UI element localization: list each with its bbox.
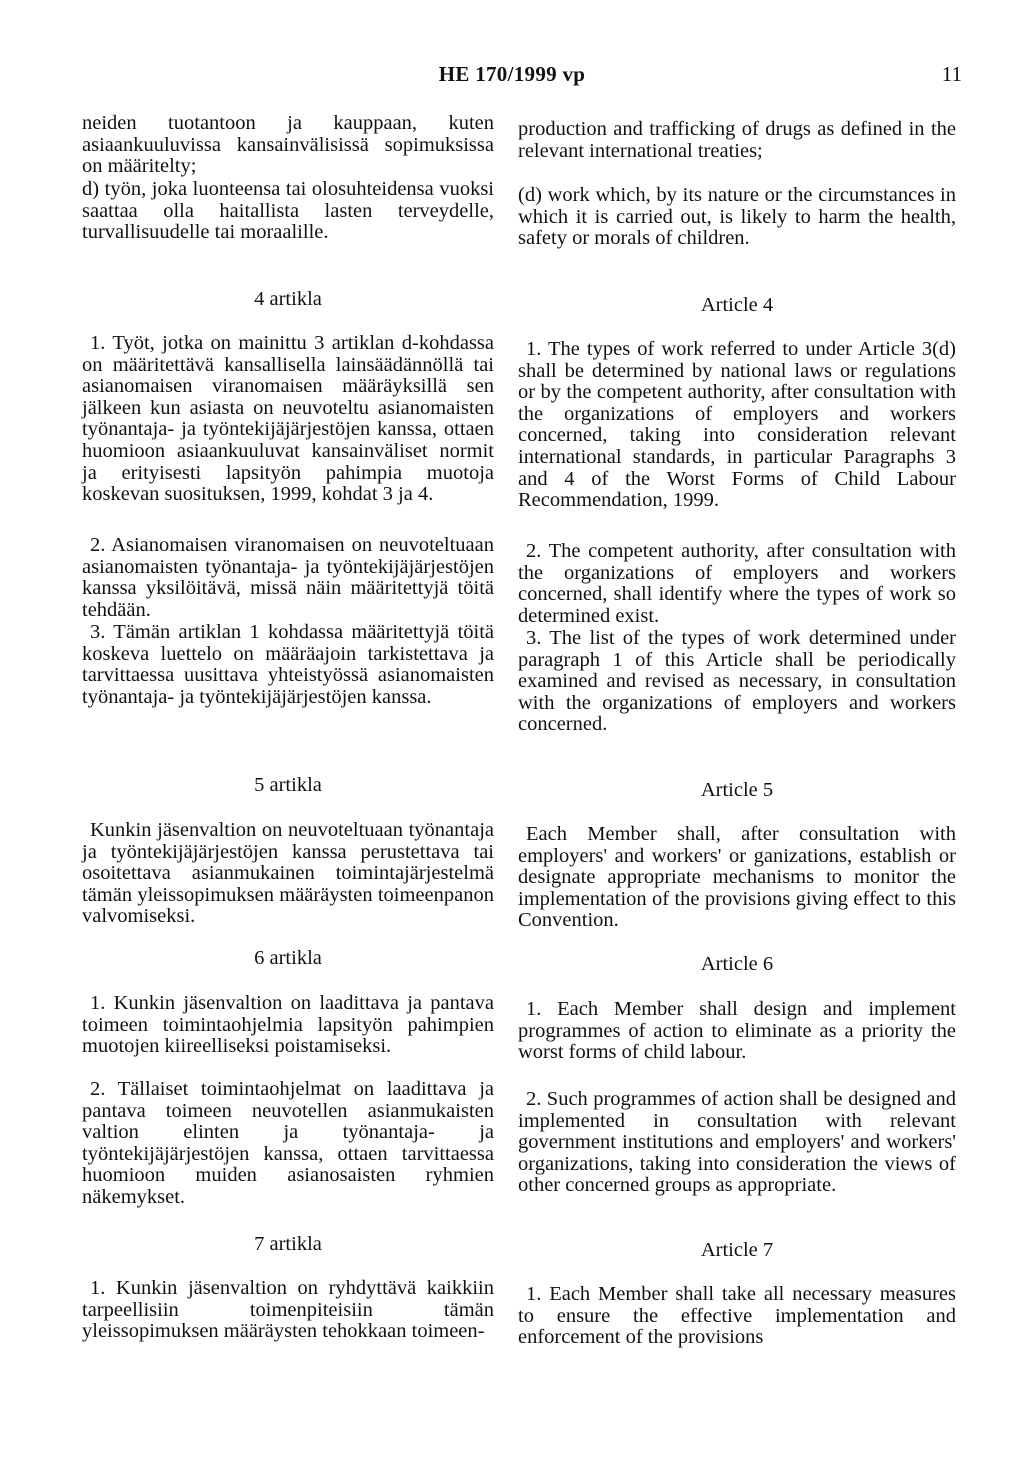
en-article-4-heading: Article 4 — [700, 294, 774, 316]
fi-intro-continuation: neiden tuotantoon ja kauppaan, kuten asiaankuuluvissa kansainvälisissä sopimuksissa on määritelty; — [82, 112, 494, 178]
en-article-5-paragraph: Each Member shall, after consultation with employers' and workers' or ganizations, establish or designate appropriate mechanisms to monitor the implementation of the provisions giving effect to this Convention. — [518, 823, 956, 932]
en-article-6-paragraph-1: 1. Each Member shall design and implement programmes of action to eliminate as a priority the worst forms of child labour. — [518, 998, 956, 1064]
en-article-7-heading: Article 7 — [700, 1239, 774, 1261]
fi-article-6-paragraph-1: 1. Kunkin jäsenvaltion on laadittava ja pantava toimeen toimintaohjelmia lapsityön pahimpien muotojen kiireelliseksi poistamiseksi. — [82, 992, 494, 1058]
fi-article-7-heading: 7 artikla — [254, 1233, 322, 1255]
en-item-d: (d) work which, by its nature or the circumstances in which it is carried out, is likely to harm the health, safety or morals of children. — [518, 184, 956, 250]
en-article-4-paragraph-3: 3. The list of the types of work determined under paragraph 1 of this Article shall be periodically examined and revised as necessary, in consultation with the organizations of employers and workers concerned. — [518, 627, 956, 736]
en-article-7-paragraph-1: 1. Each Member shall take all necessary measures to ensure the effective implementation and enforcement of the provisions — [518, 1283, 956, 1349]
en-article-4-paragraph-1: 1. The types of work referred to under Article 3(d) shall be determined by national laws or regulations or by the competent authority, after consultation with the organizations of employers and workers concerned, taking into consideration relevant international standards, in particular Paragraphs 3 and 4 of the Worst Forms of Child Labour Recommendation, 1999. — [518, 338, 956, 512]
en-intro-continuation: production and trafficking of drugs as defined in the relevant international treaties; — [518, 118, 956, 162]
fi-article-4-heading: 4 artikla — [254, 288, 322, 310]
fi-article-5-heading: 5 artikla — [254, 774, 322, 796]
page-header — [0, 62, 1024, 92]
fi-article-4-paragraph-3: 3. Tämän artiklan 1 kohdassa määritettyjä töitä koskeva luettelo on määräajoin tarkistettava ja tarvittaessa uusittava yhteistyössä asianomaisten työnantaja- ja työntekijäjärjestöjen kanssa. — [82, 621, 494, 708]
en-article-6-heading: Article 6 — [700, 953, 774, 975]
fi-article-6-heading: 6 artikla — [254, 947, 322, 969]
en-article-5-heading: Article 5 — [700, 779, 774, 801]
fi-item-d: d) työn, joka luonteensa tai olosuhteidensa vuoksi saattaa olla haitallista lasten terveydelle, turvallisuudelle tai moraalille. — [82, 178, 494, 244]
en-article-4-paragraph-2: 2. The competent authority, after consultation with the organizations of employers and workers concerned, shall identify where the types of work so determined exist. — [518, 540, 956, 627]
fi-article-4-paragraph-2: 2. Asianomaisen viranomaisen on neuvoteltuaan asianomaisten työnantaja- ja työntekijäjärjestöjen kanssa yksilöitävä, missä näin määritettyjä töitä tehdään. — [82, 534, 494, 621]
fi-article-7-paragraph-1: 1. Kunkin jäsenvaltion on ryhdyttävä kaikkiin tarpeellisiin toimenpiteisiin tämän yleissopimuksen määräysten tehokkaan toimeen- — [82, 1277, 494, 1343]
fi-article-6-paragraph-2: 2. Tällaiset toimintaohjelmat on laadittava ja pantava toimeen neuvotellen asianmukaisten valtion elinten ja työnantaja- ja työntekijäjärjestöjen kanssa, ottaen tarvittaessa huomioon muiden asianosaisten ryhmien näkemykset. — [82, 1078, 494, 1208]
document-reference: HE 170/1999 vp — [438, 62, 586, 86]
page-number: 11 — [941, 62, 962, 86]
fi-article-4-paragraph-1: 1. Työt, jotka on mainittu 3 artiklan d-kohdassa on määritettävä kansallisella lainsäädännöllä tai asianomaisen viranomaisen määräyksillä sen jälkeen kun asiasta on neuvoteltu asianomaisten työnantaja- ja työntekijäjärjestöjen kanssa, ottaen huomioon asiaankuuluvat kansainväliset normit ja erityisesti lapsityön pahimpia muotoja koskevan suosituksen, 1999, kohdat 3 ja 4. — [82, 332, 494, 506]
fi-article-5-paragraph: Kunkin jäsenvaltion on neuvoteltuaan työnantaja ja työntekijäjärjestöjen kanssa perustettava tai osoitettava asianmukainen toimintajärjestelmä tämän yleissopimuksen määräysten toimeenpanon valvomiseksi. — [82, 819, 494, 928]
en-article-6-paragraph-2: 2. Such programmes of action shall be designed and implemented in consultation with relevant government institutions and employers' and workers' organizations, taking into consideration the views of other concerned groups as appropriate. — [518, 1088, 956, 1197]
